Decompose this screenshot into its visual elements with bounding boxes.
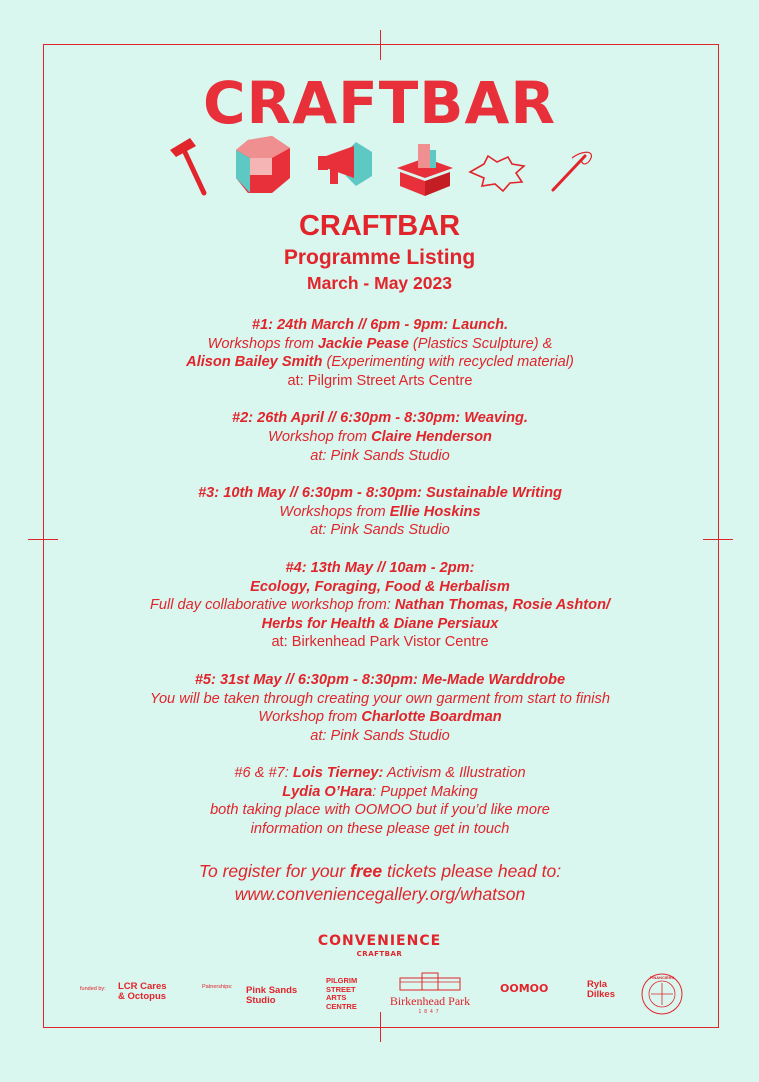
event-venue: at: Pink Sands Studio — [310, 727, 450, 744]
event-5 — [80, 671, 680, 745]
crop-mark-right — [703, 539, 733, 540]
register-url[interactable]: www.conveniencegallery.org/whatson — [234, 884, 526, 904]
pink-sands-logo — [246, 986, 297, 1006]
megaphone-icon — [318, 142, 372, 186]
partner-year: 1847 — [418, 1009, 442, 1015]
house-icon — [397, 144, 453, 196]
event-text: (Experimenting with recycled material) — [322, 354, 574, 371]
host-name: Charlotte Boardman — [361, 709, 502, 726]
host-name: Alison Bailey Smith — [186, 354, 323, 371]
host-name: Lois Tierney: — [292, 765, 384, 782]
funded-label: funded by: — [80, 986, 106, 992]
oomoo-logo: OOMOO — [500, 982, 549, 995]
host-name: Nathan Thomas, Rosie Ashton/ — [394, 597, 611, 614]
event-3 — [80, 484, 680, 540]
seal-icon — [640, 972, 684, 1016]
event-text: Workshop from — [258, 709, 362, 726]
host-name: Ellie Hoskins — [389, 503, 481, 520]
event-description: You will be taken through creating your own garment from start to finish — [150, 690, 610, 707]
starburst-icon — [470, 156, 524, 191]
event-text: Activism & Illustration — [383, 765, 526, 782]
event-text: Workshop from — [268, 428, 372, 445]
park-gate-icon — [378, 972, 482, 992]
register-text: To register for your — [198, 861, 350, 881]
partner-line: Ryla — [587, 979, 608, 990]
host-name: Herbs for Health & Diane Persiaux — [261, 615, 499, 632]
event-1 — [80, 316, 680, 390]
hammer-icon — [170, 138, 204, 193]
event-heading: #6 & #7: — [234, 765, 293, 782]
date-range: March - May 2023 — [307, 273, 452, 293]
event-text: (Plastics Sculpture) & — [408, 335, 553, 352]
event-2 — [80, 409, 680, 465]
host-name: Claire Henderson — [371, 428, 492, 445]
partner-line: CENTRE — [326, 1001, 357, 1011]
sponsor-row — [0, 972, 759, 1015]
event-note: information on these please get in touch — [250, 821, 510, 838]
craftbar-small-logo: CRAFTBAR — [356, 950, 403, 958]
event-text: Workshops from — [279, 503, 390, 520]
ryla-dilkes-logo — [587, 980, 615, 1000]
event-subheading: Ecology, Foraging, Food & Herbalism — [250, 578, 510, 595]
octagon-prism-icon — [236, 136, 290, 193]
event-text: Full day collaborative workshop from: — [149, 597, 395, 614]
craft-icons — [0, 0, 759, 210]
funder-logo — [118, 982, 167, 1002]
partner-line: ARTS — [326, 993, 347, 1002]
event-venue: at: Pink Sands Studio — [310, 522, 450, 539]
event-venue: at: Birkenhead Park Vistor Centre — [271, 634, 489, 651]
event-venue: at: Pink Sands Studio — [310, 447, 450, 464]
event-venue: at: Pilgrim Street Arts Centre — [287, 372, 473, 389]
partner-line: Dilkes — [587, 989, 615, 1000]
page-title: CRAFTBAR — [298, 210, 461, 242]
event-heading: #5: 31st May // 6:30pm - 8:30pm: Me-Made Warddrobe — [194, 671, 566, 688]
register-text: tickets please head to: — [382, 861, 562, 881]
craftbar-logo: CRAFTBAR — [202, 69, 557, 137]
needle-icon — [553, 152, 591, 190]
host-name: Lydia O’Hara — [282, 783, 373, 800]
free-emphasis: free — [349, 861, 383, 881]
seal-logo — [640, 972, 684, 1019]
event-heading: #1: 24th March // 6pm - 9pm: Launch. — [251, 317, 509, 333]
pilgrim-street-logo — [326, 977, 357, 1011]
event-6-7 — [80, 764, 680, 838]
partner-line: STREET — [326, 984, 356, 994]
event-note: both taking place with OOMOO but if you’d like more — [210, 802, 550, 819]
event-list — [80, 316, 680, 858]
partner-name: Birkenhead Park — [389, 994, 471, 1008]
register-info — [80, 860, 680, 906]
event-heading: #4: 13th May // 10am - 2pm: — [285, 559, 475, 576]
event-text: Workshops from — [207, 335, 318, 352]
convenience-logo: CONVENIENCE — [317, 933, 442, 949]
event-text: : Puppet Making — [372, 783, 478, 800]
partner-line: Studio — [246, 995, 276, 1006]
event-4 — [80, 559, 680, 652]
event-heading: #3: 10th May // 6:30pm - 8:30pm: Sustainable Writing — [198, 485, 562, 502]
crop-mark-left — [28, 539, 58, 540]
seal-text: FINANCIERS — [649, 975, 675, 980]
host-name: Jackie Pease — [317, 335, 409, 352]
birkenhead-park-logo — [378, 972, 482, 1017]
funder-line: LCR Cares — [118, 981, 167, 992]
event-heading: #2: 26th April // 6:30pm - 8:30pm: Weaving. — [231, 410, 528, 427]
funder-line: & Octopus — [118, 991, 167, 1002]
partnerships-label: Patnerships: — [202, 984, 233, 990]
partner-line: Pink Sands — [246, 985, 298, 996]
page-subtitle: Programme Listing — [283, 246, 476, 269]
partner-line: PILGRIM — [326, 976, 358, 985]
